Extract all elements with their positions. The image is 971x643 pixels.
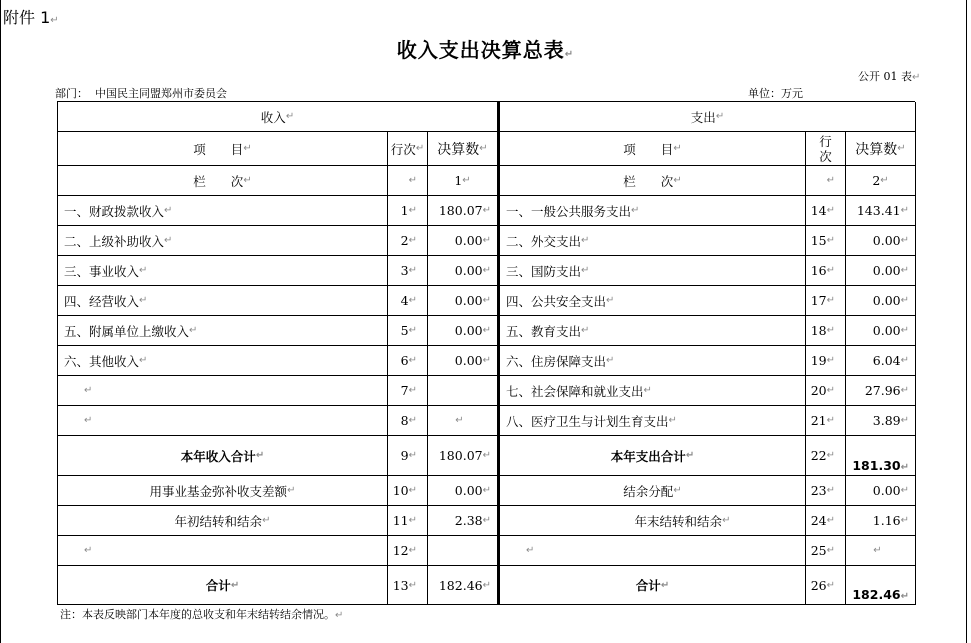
income-item: ↵	[58, 376, 388, 406]
expense-item: 四、公共安全支出 ↵	[498, 286, 806, 316]
expense-line-header: 行 次	[806, 132, 846, 166]
income-column-number: 1 ↵	[428, 166, 498, 196]
expense-allocation-line: 23 ↵	[806, 476, 846, 506]
expense-item: 七、社会保障和就业支出 ↵	[498, 376, 806, 406]
income-amount: 0.00 ↵	[428, 316, 498, 346]
income-row-label: 栏 次 ↵	[58, 166, 388, 196]
income-line-no: 8 ↵	[388, 406, 428, 436]
expense-row-label-line: ↵	[806, 166, 846, 196]
income-fund-line: 10 ↵	[388, 476, 428, 506]
expense-column-number: 2 ↵	[846, 166, 916, 196]
expense-carryover-label: 年末结转和结余 ↵	[498, 506, 806, 536]
expense-item: 八、医疗卫生与计划生育支出 ↵	[498, 406, 806, 436]
expense-item: 六、住房保障支出 ↵	[498, 346, 806, 376]
income-line-no: 1 ↵	[388, 196, 428, 226]
expense-line-no: 15 ↵	[806, 226, 846, 256]
income-item: ↵	[58, 406, 388, 436]
income-amount: 0.00 ↵	[428, 226, 498, 256]
income-item: 五、附属单位上缴收入 ↵	[58, 316, 388, 346]
expense-amount: 143.41 ↵	[846, 196, 916, 226]
income-carryover-line: 11 ↵	[388, 506, 428, 536]
expense-amount: 6.04 ↵	[846, 346, 916, 376]
income-item: 六、其他收入 ↵	[58, 346, 388, 376]
income-total-amount: 182.46 ↵	[428, 566, 498, 605]
income-amount-header: 决算数 ↵	[428, 132, 498, 166]
income-line-header: 行次 ↵	[388, 132, 428, 166]
expense-line-no: 20 ↵	[806, 376, 846, 406]
expense-blank-line: 25 ↵	[806, 536, 846, 566]
income-line-no: 2 ↵	[388, 226, 428, 256]
income-amount: 0.00 ↵	[428, 256, 498, 286]
income-subtotal-amount: 180.07 ↵	[428, 436, 498, 476]
expense-line-no: 18 ↵	[806, 316, 846, 346]
expense-amount: 0.00 ↵	[846, 316, 916, 346]
income-item: 三、事业收入 ↵	[58, 256, 388, 286]
income-amount: 180.07 ↵	[428, 196, 498, 226]
expense-item: 二、外交支出 ↵	[498, 226, 806, 256]
expense-total-label: 合计 ↵	[498, 566, 806, 605]
income-fund-amount: 0.00 ↵	[428, 476, 498, 506]
form-number: 公开 01 表↵	[858, 70, 921, 83]
expense-amount-header: 决算数 ↵	[846, 132, 916, 166]
expense-total-line: 26 ↵	[806, 566, 846, 605]
page-title: 收入支出决算总表↵	[396, 38, 575, 62]
footnote: 注：本表反映部门本年度的总收支和年末结转结余情况。↵	[60, 608, 344, 621]
income-total-line: 13 ↵	[388, 566, 428, 605]
income-line-no: 3 ↵	[388, 256, 428, 286]
income-blank-item: ↵	[58, 536, 388, 566]
income-carryover-label: 年初结转和结余 ↵	[58, 506, 388, 536]
income-item: 一、财政拨款收入 ↵	[58, 196, 388, 226]
department-line: 部门： 中国民主同盟郑州市委员会	[55, 87, 227, 100]
page-left-border	[0, 0, 1, 643]
expense-line-no: 16 ↵	[806, 256, 846, 286]
income-item: 四、经营收入 ↵	[58, 286, 388, 316]
expense-amount: 0.00 ↵	[846, 256, 916, 286]
income-expense-table	[57, 101, 915, 605]
income-amount: ↵	[428, 406, 498, 436]
expense-allocation-amount: 0.00 ↵	[846, 476, 916, 506]
expense-line-no: 19 ↵	[806, 346, 846, 376]
expense-allocation-label: 结余分配 ↵	[498, 476, 806, 506]
expense-amount: 3.89 ↵	[846, 406, 916, 436]
unit-label: 单位：万元	[748, 87, 803, 100]
income-amount: 0.00 ↵	[428, 286, 498, 316]
income-line-no: 6 ↵	[388, 346, 428, 376]
income-blank-line: 12 ↵	[388, 536, 428, 566]
expense-amount: 0.00 ↵	[846, 226, 916, 256]
income-line-no: 4 ↵	[388, 286, 428, 316]
income-subtotal-line: 9 ↵	[388, 436, 428, 476]
page-right-border	[966, 0, 967, 643]
income-item-header: 项 目 ↵	[58, 132, 388, 166]
income-row-label-line: ↵	[388, 166, 428, 196]
expense-subtotal-line: 22 ↵	[806, 436, 846, 476]
income-item: 二、上级补助收入 ↵	[58, 226, 388, 256]
expense-carryover-amount: 1.16 ↵	[846, 506, 916, 536]
income-line-no: 5 ↵	[388, 316, 428, 346]
expense-carryover-line: 24 ↵	[806, 506, 846, 536]
income-line-no: 7 ↵	[388, 376, 428, 406]
income-blank-amount	[428, 536, 498, 566]
expense-amount: 27.96 ↵	[846, 376, 916, 406]
expense-item: 三、国防支出 ↵	[498, 256, 806, 286]
income-subtotal-label: 本年收入合计 ↵	[58, 436, 388, 476]
income-amount	[428, 376, 498, 406]
expense-line-no: 17 ↵	[806, 286, 846, 316]
income-section-header: 收入 ↵	[58, 102, 498, 132]
expense-blank-item: ↵	[498, 536, 806, 566]
expense-subtotal-label: 本年支出合计 ↵	[498, 436, 806, 476]
expense-total-amount: 182.46 ↵	[846, 566, 916, 605]
income-total-label: 合计 ↵	[58, 566, 388, 605]
expense-subtotal-amount: 181.30 ↵	[846, 436, 916, 476]
expense-line-no: 21 ↵	[806, 406, 846, 436]
expense-line-no: 14 ↵	[806, 196, 846, 226]
expense-blank-amount: ↵	[846, 536, 916, 566]
income-carryover-amount: 2.38 ↵	[428, 506, 498, 536]
attachment-label: 附件 1↵	[3, 8, 59, 27]
expense-section-header: 支出 ↵	[498, 102, 916, 132]
income-fund-label: 用事业基金弥补收支差额 ↵	[58, 476, 388, 506]
expense-amount: 0.00 ↵	[846, 286, 916, 316]
expense-row-label: 栏 次 ↵	[498, 166, 806, 196]
department-name: 中国民主同盟郑州市委员会	[95, 87, 227, 100]
expense-item: 五、教育支出 ↵	[498, 316, 806, 346]
expense-item: 一、一般公共服务支出 ↵	[498, 196, 806, 226]
expense-item-header: 项 目 ↵	[498, 132, 806, 166]
income-amount: 0.00 ↵	[428, 346, 498, 376]
